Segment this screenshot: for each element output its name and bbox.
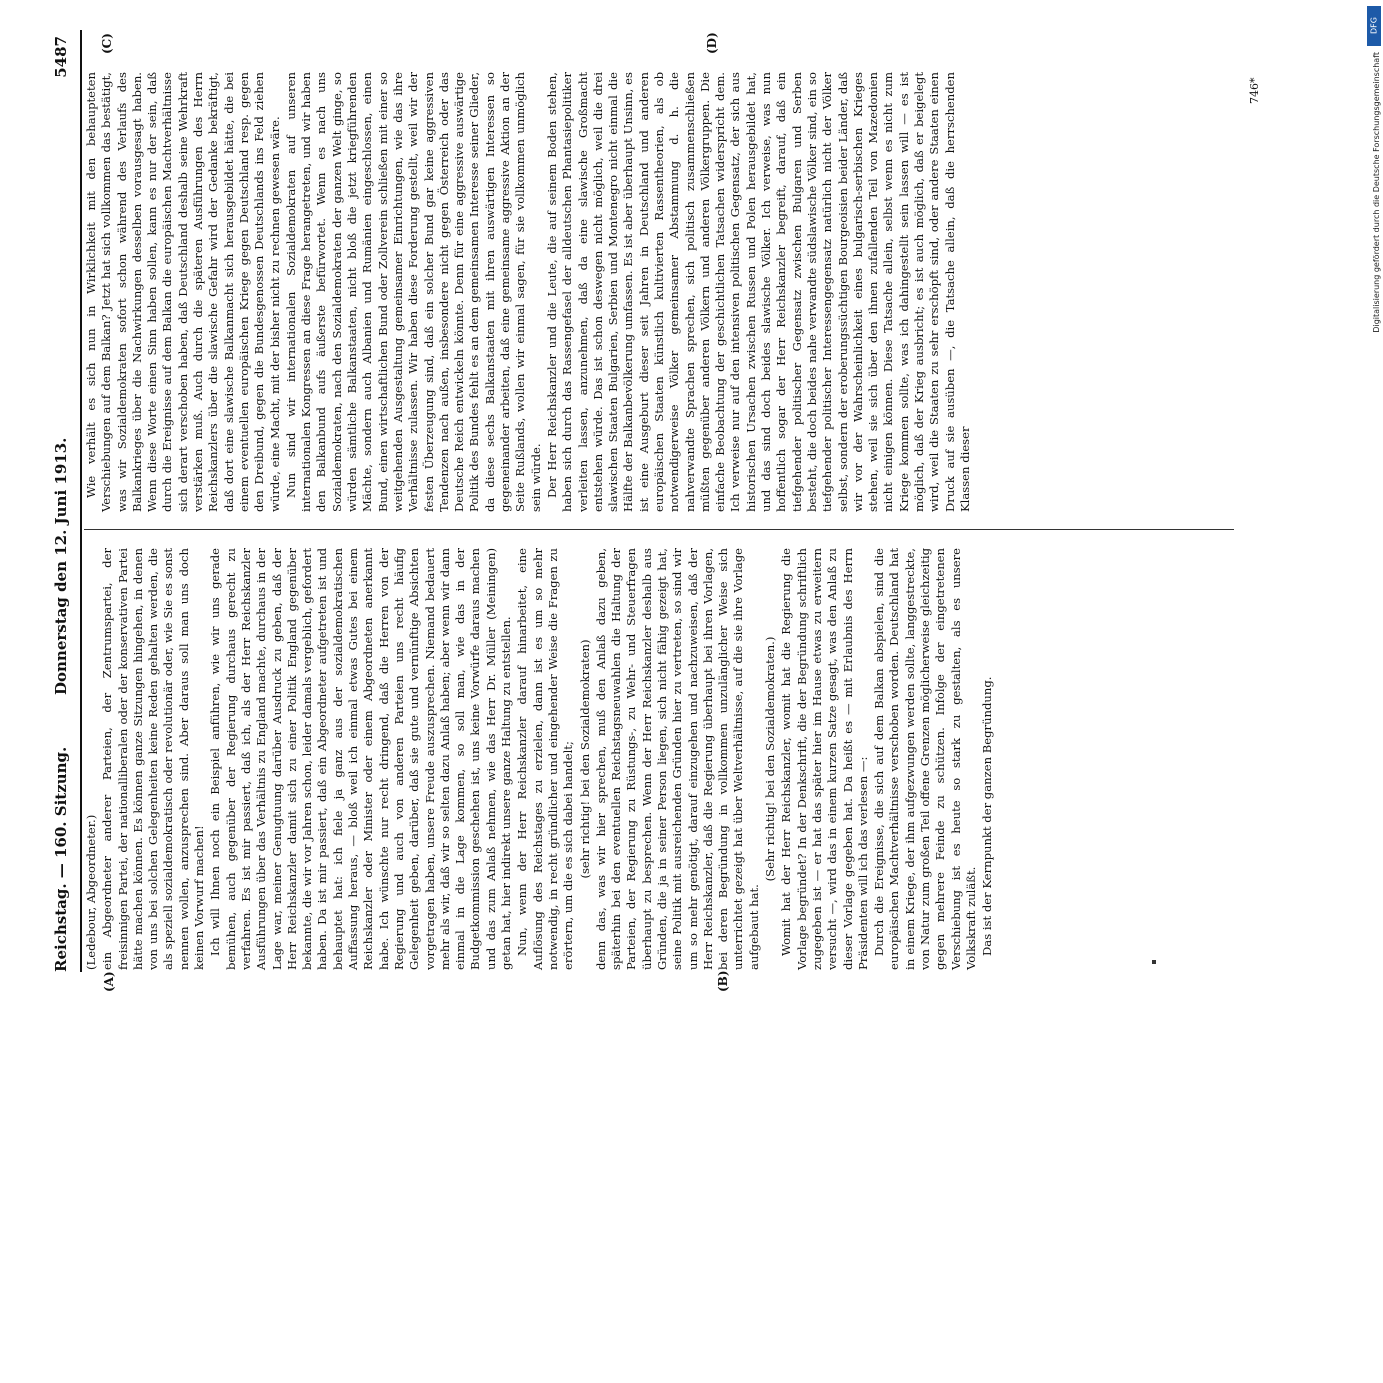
- paragraph: Das ist der Kernpunkt der ganzen Begründung.: [980, 676, 995, 956]
- paragraph: Ich will Ihnen noch ein Beispiel anführen, wie wir uns gerade bemühen, auch gegenüber der Regierung durchaus gerecht zu verfahren. Es ist mir passiert, daß ich, als der Herr Reichskanzler Ausführungen über das Verhältnis zu England machte, durchaus in der Lage war, meiner Genugtuung darüber Ausdruck zu geben, daß der Herr Reichskanzler damit sich zu einer Politik England gegenüber bekannte, die wir vor Jahren schon, leider damals vergeblich, gefordert haben. Da ist mir passiert, daß ein Abgeordneter aufgetreten ist und behauptet hat: ich fiele ja ganz aus der sozialdemokratischen Auffassung heraus, — bloß weil ich einmal etwas Gutes bei einem Reichskanzler oder Minister oder einem Abgeordneten anerkannt habe. Ich wünschte nur recht dringend, daß die Herren von der Regierung und auch von anderen Parteien uns recht häufig Gelegenheit geben, darüber, daß sie gute und vernünftige Absichten vorgetragen haben, unsere Freude auszusprechen. Niemand bedauert mehr als wir, daß wir so selten dazu Anlaß haben; aber wenn wir dann einmal in die Lage kommen, so soll man, wie das in der Budgetkommission geschehen ist, uns keine Vorwürfe daraus machen und das zum Anlaß nehmen, wie das Herr Dr. Müller (Meiningen) getan hat, hier indirekt unsere ganze Haltung zu entstellen.: [208, 547, 514, 970]
- paragraph: ein Abgeordneter anderer Parteien, der Zentrumspartei, der freisinnigen Partei, der nationalliberalen oder der konservativen Partei hätte machen können. Es können ganze Sitzungen hingehen, in denen von uns bei solchen Gelegenheiten keine Reden gehalten werden, die als speziell sozialdemokratisch oder revolutionär oder, wie Sie es sonst nennen wollen, anzusprechen sind. Aber daraus soll man uns doch keinen Vorwurf machen!: [100, 548, 207, 970]
- margin-marker-a: (A): [102, 971, 116, 992]
- margin-marker-c: (C): [100, 33, 114, 54]
- digitization-credit: Digitalisierung gefördert durch die Deutsche Forschungsgemeinschaft: [1372, 52, 1381, 333]
- paragraph: Nun sind wir internationalen Sozialdemokraten auf unseren internationalen Kongressen an diese Frage herangetreten, und wir haben den Balkanbund aufs äußerste befürwortet. Wenn es nach uns Sozialdemokraten, nach den Sozialdemokraten der ganzen Welt ginge, so würden sämtliche Balkanstaaten, nicht bloß die jetzt kriegführenden Mächte, sondern auch Albanien und Rumänien eingeschlossen, einen Bund, einen wirtschaftlichen Bund oder Zollverein schließen mit einer so weitgehenden Ausgestaltung gemeinsamer Einrichtungen, wie das ihre Verhältnisse zulassen. Wir haben diese Forderung gestellt, weil wir der festen Überzeugung sind, daß ein solcher Bund gar keine aggressiven Tendenzen nach außen, insbesondere nicht gegen Österreich oder das Deutsche Reich entwickeln könnte. Denn für eine aggressive auswärtige Politik des Bundes fehlt es an dem gemeinsamen Interesse seiner Glieder, da diese sechs Balkanstaaten mit ihren auswärtigen Interessen so gegeneinander arbeiten, daß eine gemeinsame aggressive Aktion an der Seite Rußlands, wollen wir einmal sagen, für sie vollkommen unmöglich sein würde.: [283, 72, 543, 512]
- interjection: (sehr richtig! bei den Sozialdemokraten): [577, 639, 592, 879]
- header-date: Donnerstag den 12. Juni 1913.: [52, 437, 70, 695]
- header-rule: [80, 30, 82, 972]
- page-number: 5487: [52, 36, 70, 78]
- left-column: [84, 548, 1244, 970]
- paragraph: Wie verhält es sich nun in Wirklichkeit mit den behaupteten Verschiebungen auf dem Balkan? Jetzt hat sich vollkommen das bestätigt, was wir Sozialdemokraten sofort schon während des Verlaufs des Balkankrieges über die Nachwirkungen desselben vorausgesagt haben. Wenn diese Worte einen Sinn haben sollen, kann es nur der sein, daß durch die Ereignisse auf dem Balkan die europäischen Machtverhältnisse sich derart verschoben haben, daß Deutschland deshalb seine Wehrkraft verstärken muß. Auch durch die späteren Ausführungen des Herrn Reichskanzlers über die slawische Gefahr wird der Gedanke bekräftigt, daß dort eine slawische Balkanmacht sich herausgebildet hätte, die bei einem eventuellen europäischen Kriege gegen Deutschland resp. gegen den Dreibund, gegen die Bundesgenossen Deutschlands ins Feld ziehen würde, eine Macht, mit der bisher nicht zu rechnen gewesen wäre.: [84, 72, 282, 512]
- interjection: (Sehr richtig! bei den Sozialdemokraten.): [763, 636, 778, 882]
- margin-marker-b: (B): [716, 970, 730, 992]
- dfg-logo: DFG: [1367, 6, 1381, 46]
- header-session: Reichstag. — 160. Sitzung.: [52, 746, 70, 972]
- scan-speck: [1152, 960, 1156, 964]
- paragraph: Der Herr Reichskanzler und die Leute, die auf seinem Boden stehen, haben sich durch das Rassengefasel der alldeutschen Phantasiepolitiker verleiten lassen, anzunehmen, daß da eine slawische Großmacht entstehen würde. Das ist schon deswegen nicht möglich, weil die drei slawischen Staaten Bulgarien, Serbien und Montenegro nicht einmal die Hälfte der Balkanbevölkerung umfassen. Es ist aber überhaupt Unsinn, es ist eine Ausgeburt dieser seit Jahren in Deutschland und anderen europäischen Staaten künstlich kultivierten Rassentheorien, als ob notwendigerweise Völker gemeinsamer Abstammung d. h. die nahverwandte Sprachen sprechen, sich politisch zusammenschließen müßten gegenüber anderen Völkern und anderen Völkergruppen. Die einfache Beobachtung der geschichtlichen Tatsachen widerspricht dem. Ich verweise nur auf den intensiven politischen Gegensatz, der sich aus historischen Ursachen zwischen Russen und Polen herausgebildet hat, und das sind doch beides slawische Völker. Ich verweise, was nun hoffentlich sogar der Herr Reichskanzler begreift, darauf, daß ein tiefgehender politischer Gegensatz zwischen Bulgaren und Serben besteht, die doch beides nahe verwandte südslawische Völker sind, ein so tiefgehender politischer Interessengegensatz natürlich nicht der Völker selbst, sondern der eroberungssüchtigen Bourgeoisien beider Länder, daß wir vor der Wahrscheinlichkeit eines bulgarisch-serbischen Krieges stehen, weil sie sich über den ihnen zufallenden Teil von Mazedonien nicht einigen können. Diese Tatsache allein, selbst wenn es nicht zum Kriege kommen sollte, was ich dahingestellt sein lassen will — es ist möglich, daß der Krieg ausbricht; es ist auch möglich, daß er beigelegt wird, weil die Staaten zu sehr erschöpft sind, oder andere Staaten einen Druck auf sie ausüben —, die Tatsache allein, daß die herrschenden Klassen dieser: [544, 72, 972, 512]
- paragraph: Womit hat der Herr Reichskanzler, womit hat die Regierung die Vorlage begründet? In der Denkschrift, die der Begründung schriftlich zugegeben ist — er hat das später hier im Hause etwas zu erweitern versucht —, wird das in einem kurzen Satze gesagt, was den Anlaß zu dieser Vorlage gegeben hat. Da heißt es — mit Erlaubnis des Herrn Präsidenten will ich das verlesen —:: [779, 548, 870, 970]
- speaker-note: (Ledebour, Abgeordneter.): [84, 814, 98, 970]
- paragraph: denn das, was wir hier sprechen, muß den Anlaß dazu geben, späterhin bei den eventuellen Reichstagsneuwahlen die Haltung der Parteien, der Regierung zu Rüstungs-, zu Wehr- und Steuerfragen überhaupt zu besprechen. Wenn der Herr Reichskanzler deshalb aus Gründen, die ja in seiner Person liegen, sich nicht fähig gezeigt hat, seine Politik mit ausreichenden Gründen hier zu vertreten, so sind wir um so mehr genötigt, darauf einzugehen und nachzuweisen, daß der Herr Reichskanzler, daß die Regierung überhaupt bei ihren Vorlagen, bei deren Begründung in vollkommen unzulänglicher Weise sich unterrichtet gezeigt hat über Weltverhältnisse, auf die sie ihre Vorlage aufgebaut hat.: [593, 548, 761, 970]
- quote-paragraph: Durch die Ereignisse, die sich auf dem Balkan abspielen, sind die europäischen Machtverhältnisse verschoben worden. Deutschland hat in einem Kriege, der ihm aufgezwungen werden sollte, langgestreckte, von Natur zum großen Teil offene Grenzen möglicherweise gleichzeitig gegen mehrere Feinde zu schützen. Infolge der eingetretenen Verschiebung ist es heute so stark zu gestalten, als es unsere Volkskraft zuläßt.: [872, 548, 978, 970]
- right-column: [84, 72, 1244, 512]
- paragraph: Nun, wenn der Herr Reichskanzler darauf hinarbeitet, eine Auflösung des Reichstages zu erzielen, dann ist es um so mehr notwendig, in recht gründlicher und eingehender Weise die Fragen zu erörtern, um die es sich dabei handelt;: [515, 548, 576, 970]
- column-separator: [84, 529, 1234, 530]
- print-signature: 746*: [1248, 77, 1261, 104]
- margin-marker-d: (D): [705, 32, 719, 54]
